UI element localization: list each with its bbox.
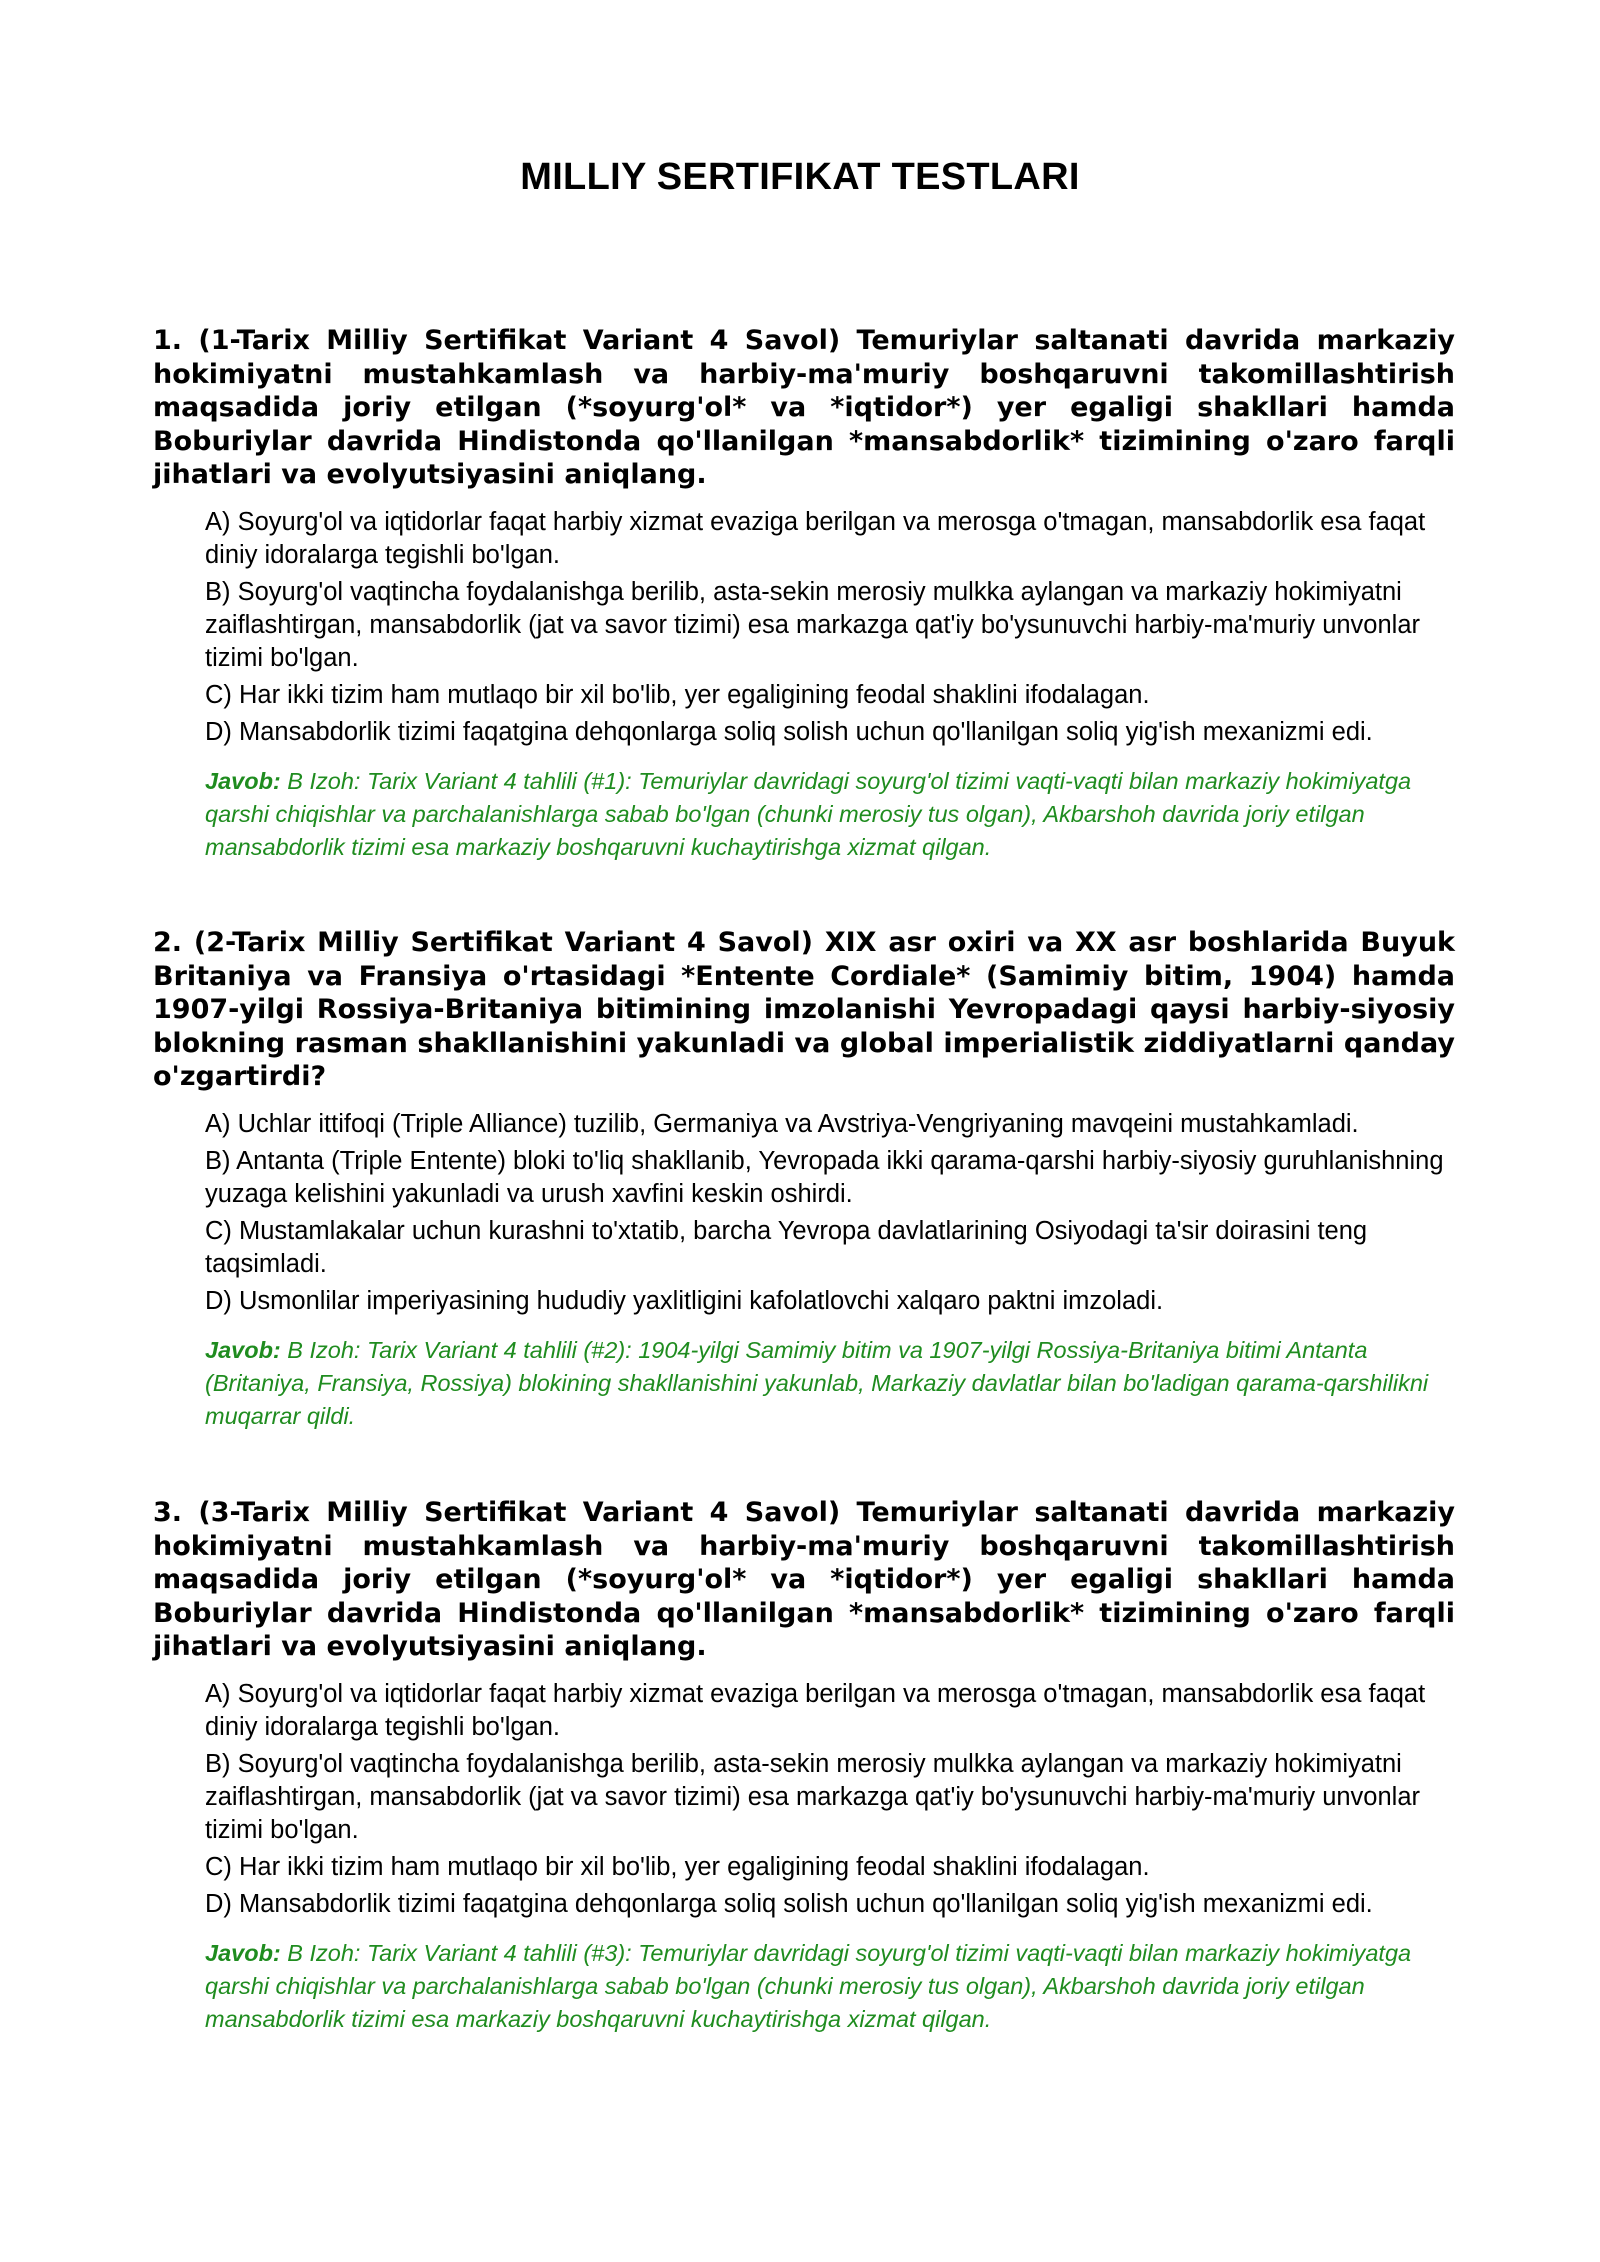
answer-text: B Izoh: Tarix Variant 4 tahlili (#2): 1904-yilgi Samimiy bitim va 1907-yilgi Rossiya-Britaniya bitimi Antanta (Britaniya, Fransiya, Rossiya) blokining shakllanishini yakunlab, Markaziy davlatlar bilan bo'ladigan qarama-qarshilikni muqarrar qildi. bbox=[205, 1336, 1429, 1429]
answer-explanation bbox=[205, 765, 1455, 864]
question-2 bbox=[153, 926, 1455, 1433]
question-1 bbox=[153, 324, 1455, 864]
answer-label: Javob: bbox=[205, 1939, 281, 1966]
option-c: C) Har ikki tizim ham mutlaqo bir xil bo'lib, yer egaligining feodal shaklini ifodalagan. bbox=[205, 1852, 1150, 1881]
option-d: D) Mansabdorlik tizimi faqatgina dehqonlarga soliq solish uchun qo'llanilgan soliq yig'ish mexanizmi edi. bbox=[205, 717, 1373, 746]
answer-explanation bbox=[205, 1937, 1455, 2036]
option-c: C) Mustamlakalar uchun kurashni to'xtatib, barcha Yevropa davlatlarining Osiyodagi ta'sir doirasini teng taqsimladi. bbox=[205, 1216, 1368, 1278]
option-b: B) Soyurg'ol vaqtincha foydalanishga berilib, asta-sekin merosiy mulkka aylangan va markaziy hokimiyatni zaiflashtirgan, mansabdorlik (jat va savor tizimi) esa markazga qat'iy bo'ysunuvchi harbiy-ma'muriy unvonlar tizimi bo'lgan. bbox=[205, 1749, 1421, 1844]
answer-label: Javob: bbox=[205, 1336, 281, 1363]
option-d: D) Mansabdorlik tizimi faqatgina dehqonlarga soliq solish uchun qo'llanilgan soliq yig'ish mexanizmi edi. bbox=[205, 1889, 1373, 1918]
page-title: MILLIY SERTIFIKAT TESTLARI bbox=[520, 156, 1080, 198]
answer-explanation bbox=[205, 1334, 1455, 1433]
question-text: 1. (1-Tarix Milliy Sertifikat Variant 4 Savol) Temuriylar saltanati davrida markaziy hokimiyatni mustahkamlash va harbiy-ma'muriy boshqaruvni takomillashtirish maqsadida joriy etilgan (*soyurg'ol* va *iqtidor*) yer egaligi shakllari hamda Boburiylar davrida Hindistonda qo'llanilgan *mansabdorlik* tizimining o'zaro farqli jihatlari va evolyutsiyasini aniqlang. bbox=[153, 325, 1455, 490]
question-3 bbox=[153, 1496, 1455, 2036]
question-text: 2. (2-Tarix Milliy Sertifikat Variant 4 Savol) XIX asr oxiri va XX asr boshlarida Buyuk Britaniya va Fransiya o'rtasidagi *Entente Cordiale* (Samimiy bitim, 1904) hamda 1907-yilgi Rossiya-Britaniya bitimining imzolanishi Yevropadagi qaysi harbiy-siyosiy blokning rasman shakllanishini yakunladi va global imperialistik ziddiyatlarni qanday o'zgartirdi? bbox=[153, 927, 1455, 1092]
answer-label: Javob: bbox=[205, 767, 281, 794]
answer-text: B Izoh: Tarix Variant 4 tahlili (#1): Temuriylar davridagi soyurg'ol tizimi vaqti-vaqti bilan markaziy hokimiyatga qarshi chiqishlar va parchalanishlarga sabab bo'lgan (chunki merosiy tus olgan), Akbarshoh davrida joriy etilgan mansabdorlik tizimi esa markaziy boshqaruvni kuchaytirishga xizmat qilgan. bbox=[205, 767, 1412, 860]
question-text: 3. (3-Tarix Milliy Sertifikat Variant 4 Savol) Temuriylar saltanati davrida markaziy hokimiyatni mustahkamlash va harbiy-ma'muriy boshqaruvni takomillashtirish maqsadida joriy etilgan (*soyurg'ol* va *iqtidor*) yer egaligi shakllari hamda Boburiylar davrida Hindistonda qo'llanilgan *mansabdorlik* tizimining o'zaro farqli jihatlari va evolyutsiyasini aniqlang. bbox=[153, 1497, 1455, 1662]
answer-text: B Izoh: Tarix Variant 4 tahlili (#3): Temuriylar davridagi soyurg'ol tizimi vaqti-vaqti bilan markaziy hokimiyatga qarshi chiqishlar va parchalanishlarga sabab bo'lgan (chunki merosiy tus olgan), Akbarshoh davrida joriy etilgan mansabdorlik tizimi esa markaziy boshqaruvni kuchaytirishga xizmat qilgan. bbox=[205, 1939, 1412, 2032]
option-c: C) Har ikki tizim ham mutlaqo bir xil bo'lib, yer egaligining feodal shaklini ifodalagan. bbox=[205, 680, 1150, 709]
answer-options bbox=[205, 1678, 1455, 1921]
option-a: A) Uchlar ittifoqi (Triple Alliance) tuzilib, Germaniya va Avstriya-Vengriyaning mavqeini mustahkamladi. bbox=[205, 1109, 1359, 1138]
answer-options bbox=[205, 1108, 1455, 1318]
option-a: A) Soyurg'ol va iqtidorlar faqat harbiy xizmat evaziga berilgan va merosga o'tmagan, mansabdorlik esa faqat diniy idoralarga tegishli bo'lgan. bbox=[205, 1679, 1426, 1741]
option-b: B) Soyurg'ol vaqtincha foydalanishga berilib, asta-sekin merosiy mulkka aylangan va markaziy hokimiyatni zaiflashtirgan, mansabdorlik (jat va savor tizimi) esa markazga qat'iy bo'ysunuvchi harbiy-ma'muriy unvonlar tizimi bo'lgan. bbox=[205, 577, 1421, 672]
answer-options bbox=[205, 506, 1455, 749]
option-d: D) Usmonlilar imperiyasining hududiy yaxlitligini kafolatlovchi xalqaro paktni imzoladi. bbox=[205, 1286, 1164, 1315]
option-b: B) Antanta (Triple Entente) bloki to'liq shakllanib, Yevropada ikki qarama-qarshi harbiy-siyosiy guruhlanishning yuzaga kelishini yakunladi va urush xavfini keskin oshirdi. bbox=[205, 1146, 1444, 1208]
option-a: A) Soyurg'ol va iqtidorlar faqat harbiy xizmat evaziga berilgan va merosga o'tmagan, mansabdorlik esa faqat diniy idoralarga tegishli bo'lgan. bbox=[205, 507, 1426, 569]
